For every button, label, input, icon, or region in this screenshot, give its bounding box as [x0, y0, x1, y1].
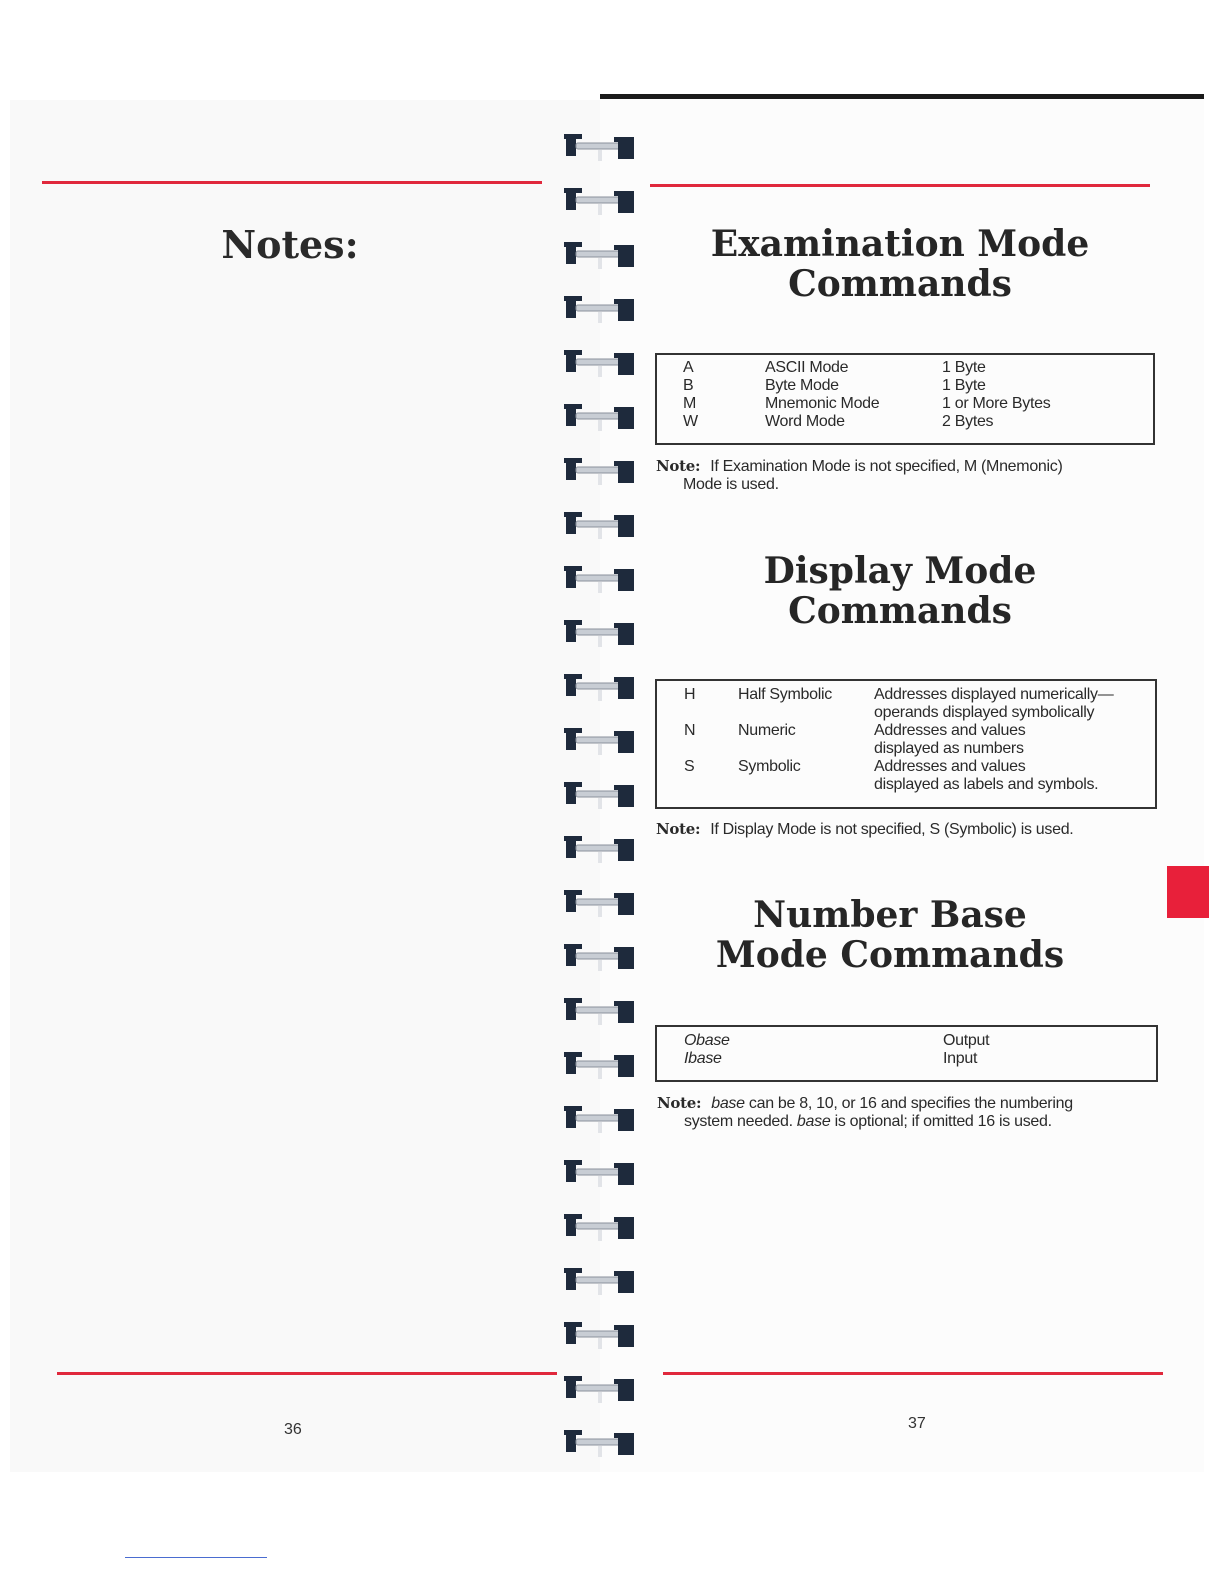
command-description: Output: [943, 1032, 990, 1049]
display-title-line1: Display Mode: [763, 550, 1037, 592]
note-keyword: base: [711, 1095, 745, 1112]
display-commands-table: [655, 679, 1157, 809]
spiral-coil: [560, 617, 644, 647]
examination-title-line1: Examination Mode: [710, 223, 1090, 265]
spiral-coil: [560, 1265, 644, 1295]
command-name: ASCII Mode: [765, 359, 849, 376]
spiral-coil: [560, 725, 644, 755]
command-size: 1 Byte: [942, 359, 986, 376]
spiral-coil: [560, 887, 644, 917]
command-key: H: [684, 686, 696, 703]
command-description-line2: displayed as numbers: [874, 740, 1024, 757]
command-size: 2 Bytes: [942, 413, 994, 430]
note-text: If Examination Mode is not specified, M (Mnemonic): [710, 458, 1063, 475]
examination-title-line2: Commands: [788, 263, 1012, 305]
note-text-continued: Mode is used.: [683, 476, 779, 493]
spiral-coil: [560, 671, 644, 701]
left-top-rule: [42, 181, 542, 184]
note-keyword: base: [796, 1113, 831, 1130]
command-name: Symbolic: [738, 758, 801, 775]
spiral-coil: [560, 833, 644, 863]
note-label: Note:: [657, 1094, 702, 1112]
command-description: Addresses and values: [874, 722, 1026, 739]
display-title-line2: Commands: [788, 590, 1012, 632]
command-name: Half Symbolic: [738, 686, 832, 703]
spiral-coil: [560, 1211, 644, 1241]
table-row: [657, 686, 1155, 722]
note-text: If Display Mode is not specified, S (Symbolic) is used.: [710, 821, 1074, 838]
number-base-title-line2: Mode Commands: [715, 934, 1065, 976]
table-row: [657, 395, 1153, 413]
spiral-coil: [560, 1157, 644, 1187]
spiral-coil: [560, 347, 644, 377]
spiral-coil: [560, 563, 644, 593]
table-row: [657, 722, 1155, 758]
spiral-coil: [560, 1103, 644, 1133]
number-base-note: [657, 1094, 1147, 1131]
spiral-coil: [560, 1319, 644, 1349]
section-tab-marker: [1167, 866, 1209, 918]
right-top-rule: [650, 184, 1150, 187]
table-row: [657, 758, 1155, 794]
command-key: Obase: [684, 1032, 730, 1049]
note-label: Note:: [656, 457, 701, 475]
command-description: Addresses displayed numerically—: [874, 686, 1114, 703]
left-page-number: 36: [284, 1421, 302, 1438]
spiral-coil: [560, 1049, 644, 1079]
spiral-coil: [560, 941, 644, 971]
table-row: [657, 413, 1153, 431]
underline-mark: [125, 1557, 267, 1558]
command-key: A: [683, 359, 694, 376]
command-description: Addresses and values: [874, 758, 1026, 775]
spiral-coil: [560, 1373, 644, 1403]
left-page: [10, 100, 600, 1472]
examination-title: [660, 224, 1140, 304]
command-name: Word Mode: [765, 413, 845, 430]
number-base-title: [650, 895, 1130, 975]
command-size: 1 Byte: [942, 377, 986, 394]
spiral-coil: [560, 1427, 644, 1457]
command-key: N: [684, 722, 696, 739]
spiral-coil: [560, 779, 644, 809]
command-size: 1 or More Bytes: [942, 395, 1051, 412]
notes-title: Notes:: [221, 222, 359, 267]
spiral-coil: [560, 401, 644, 431]
note-text-continued: [657, 1113, 1147, 1131]
left-bottom-rule: [57, 1372, 557, 1375]
examination-commands-table: [655, 353, 1155, 445]
spiral-coil: [560, 455, 644, 485]
note-text: can be 8, 10, or 16 and specifies the numbering: [748, 1095, 1073, 1112]
command-description-line2: operands displayed symbolically: [874, 704, 1095, 721]
spiral-coil: [560, 509, 644, 539]
command-name: Byte Mode: [765, 377, 839, 394]
spiral-coil: [560, 995, 644, 1025]
command-key: M: [683, 395, 697, 412]
table-row: [657, 377, 1153, 395]
table-row: [657, 1050, 1156, 1068]
note-text-part: system needed.: [684, 1113, 793, 1130]
display-title: [660, 551, 1140, 631]
number-base-commands-table: [655, 1025, 1158, 1082]
spiral-coil: [560, 293, 644, 323]
table-row: [657, 359, 1153, 377]
command-name: Mnemonic Mode: [765, 395, 880, 412]
examination-note: [656, 457, 1146, 494]
spiral-coil: [560, 239, 644, 269]
note-label: Note:: [656, 820, 701, 838]
note-text-part: is optional; if omitted 16 is used.: [834, 1113, 1052, 1130]
command-key: B: [683, 377, 694, 394]
display-note: [656, 820, 1146, 839]
command-key: Ibase: [684, 1050, 722, 1067]
number-base-title-line1: Number Base: [753, 894, 1027, 936]
command-key: W: [683, 413, 698, 430]
spiral-coil: [560, 185, 644, 215]
spiral-coil: [560, 131, 644, 161]
right-bottom-rule: [663, 1372, 1163, 1375]
right-page-number: 37: [908, 1415, 926, 1432]
command-description: Input: [943, 1050, 978, 1067]
command-description-line2: displayed as labels and symbols.: [874, 776, 1099, 793]
command-key: S: [684, 758, 695, 775]
command-name: Numeric: [738, 722, 796, 739]
table-row: [657, 1032, 1156, 1050]
page-top-edge: [600, 94, 1204, 99]
